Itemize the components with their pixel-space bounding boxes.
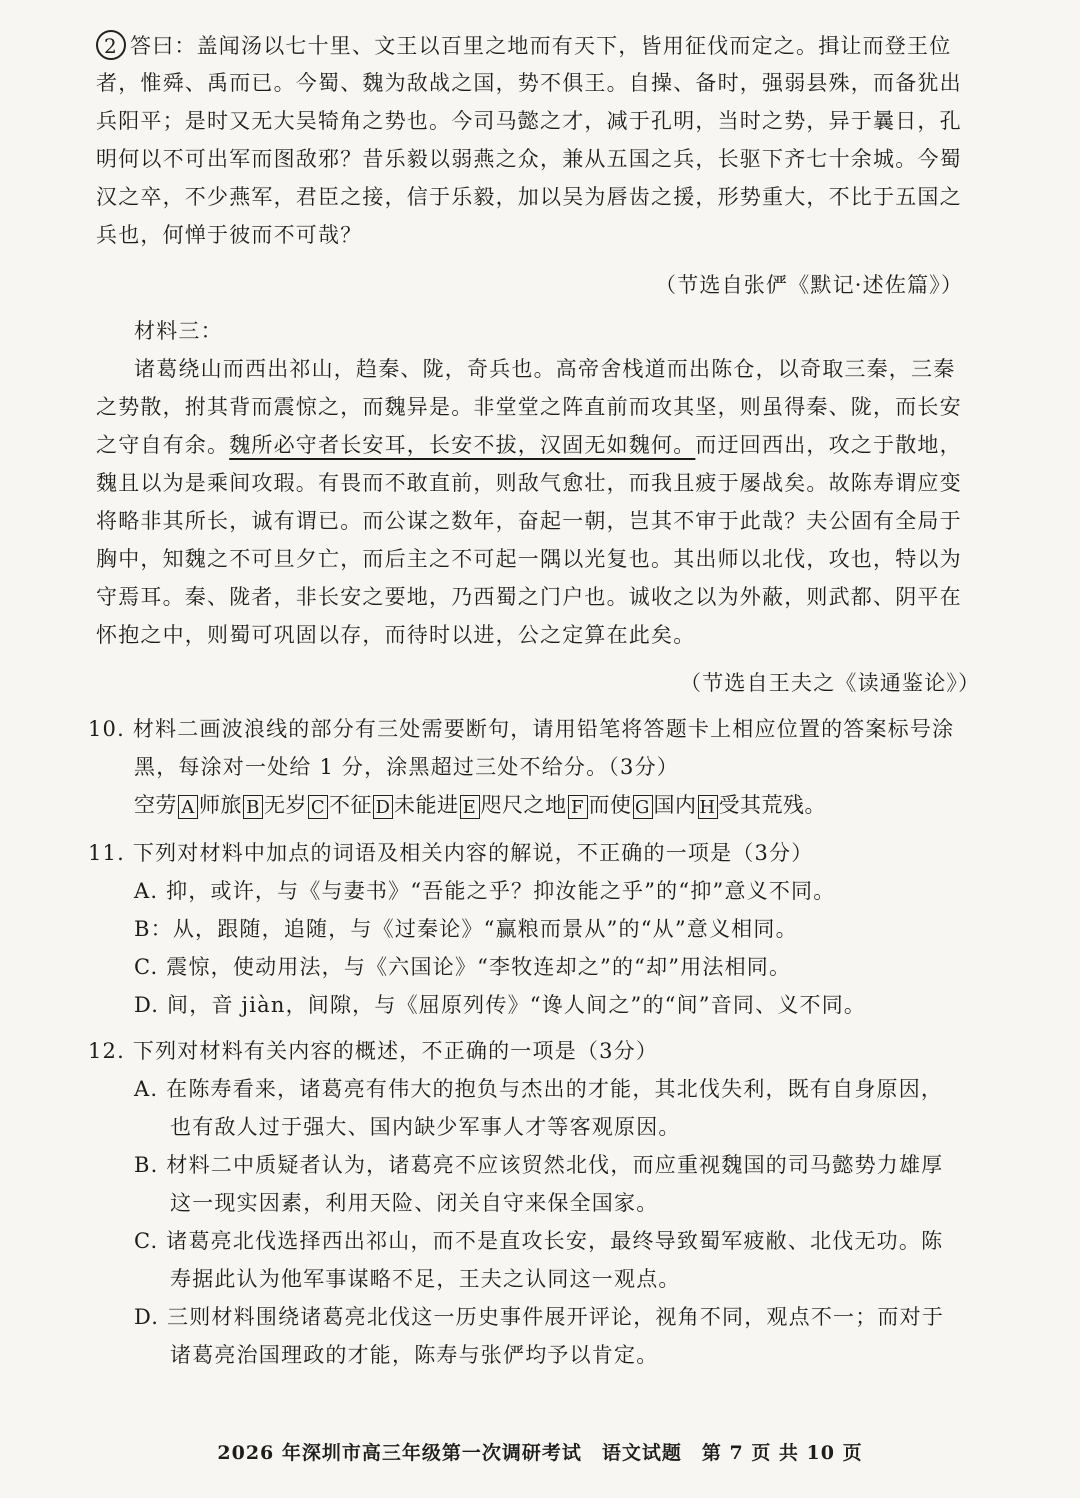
question-12-stem: 下列对材料有关内容的概述，不正确的一项是（3分） [132, 1039, 659, 1063]
question-10-line-2: 黑，每涂对一处给 1 分，涂黑超过三处不给分。（3分） [134, 755, 679, 779]
question-12-number: 12. [88, 1039, 125, 1063]
question-12-option-b-line-1: B. 材料二中质疑者认为，诸葛亮不应该贸然北伐，而应重视魏国的司马懿势力雄厚 [134, 1153, 944, 1177]
question-12-option-c-line-2: 寿据此认为他军事谋略不足，王夫之认同这一观点。 [170, 1267, 681, 1291]
material3-line-3-pre: 之守自有余。 [96, 433, 230, 457]
question-10-segment: 而使 [588, 793, 632, 817]
question-10-number: 10. [88, 717, 125, 741]
material3-line-1: 诸葛绕山而西出祁山，趋秦、陇，奇兵也。高帝舍栈道而出陈仓，以奇取三秦，三秦 [134, 357, 956, 381]
material2-source: （节选自张俨《默记·述佐篇》） [655, 273, 964, 297]
question-10-segment: 国内 [653, 793, 697, 817]
question-10-segment: 受其荒残。 [718, 793, 826, 817]
question-11-number: 11. [88, 841, 125, 865]
question-10-segment: 空劳 [134, 793, 177, 817]
answer-box-e[interactable]: E [460, 795, 480, 819]
material2-line-5: 汉之卒，不少燕军，君臣之接，信于乐毅，加以吴为唇齿之援，形势重大，不比于五国之 [96, 185, 962, 209]
question-10-segment: 不征 [329, 793, 372, 817]
answer-box-c[interactable]: C [308, 795, 328, 819]
material2-line-1 [96, 30, 951, 61]
material2-line-2: 者，惟舜、禹而已。今蜀、魏为敌战之国，势不俱王。自操、备时，强弱县殊，而备犹出 [96, 71, 962, 95]
page-footer: 2026 年深圳市高三年级第一次调研考试 语文试题 第 7 页 共 10 页 [217, 1442, 863, 1464]
answer-box-f[interactable]: F [568, 795, 588, 819]
question-12-option-d-line-1: D. 三则材料围绕诸葛亮北伐这一历史事件展开评论，视角不同，观点不一；而对于 [134, 1305, 945, 1329]
material2-text: 答曰：盖闻汤以七十里、文王以百里之地而有天下，皆用征伐而定之。揖让而登王位 [130, 34, 952, 58]
question-11-option-c: C. 震惊，使动用法，与《六国论》“李牧连却之”的“却”用法相同。 [134, 955, 792, 979]
material3-heading: 材料三： [134, 319, 223, 343]
material3-line-3-post: 而迂回西出，攻之于散地， [695, 433, 962, 457]
underlined-sentence: 魏所必守者长安耳，长安不拔，汉固无如魏何。 [229, 433, 696, 457]
answer-box-a[interactable]: A [178, 795, 198, 819]
question-11-option-b: B：从，跟随，追随，与《过秦论》“赢粮而景从”的“从”意义相同。 [134, 917, 798, 941]
question-12-line-1 [88, 1036, 658, 1066]
question-10-line-1 [88, 714, 954, 744]
material3-line-5: 将略非其所长，诚有谓已。而公谋之数年，奋起一朝，岂其不审于此哉？夫公固有全局于 [96, 509, 962, 533]
question-11-option-d: D. 间，音 jiàn，间隙，与《屈原列传》“谗人间之”的“间”音同、义不同。 [134, 993, 867, 1017]
question-11-line-1 [88, 838, 813, 868]
material3-line-4: 魏且以为是乘间攻瑕。有畏而不敢直前，则敌气愈壮，而我且疲于屡战矣。故陈寿谓应变 [96, 471, 962, 495]
answer-box-b[interactable]: B [243, 795, 263, 819]
material3-line-8: 怀抱之中，则蜀可巩固以存，而待时以进，公之定算在此矣。 [96, 623, 696, 647]
question-10-stem: 材料二画波浪线的部分有三处需要断句，请用铅笔将答题卡上相应位置的答案标号涂 [132, 717, 955, 741]
material3-source: （节选自王夫之《读通鉴论》） [680, 671, 981, 695]
answer-box-h[interactable]: H [699, 796, 716, 818]
question-12-option-b-line-2: 这一现实因素，利用天险、闭关自守来保全国家。 [170, 1191, 659, 1215]
material3-line-2: 之势散，拊其背而震惊之，而魏异是。非堂堂之阵直前而攻其坚，则虽得秦、陇，而长安 [96, 395, 962, 419]
question-12-option-a-line-2: 也有敌人过于强大、国内缺少军事人才等客观原因。 [170, 1115, 681, 1139]
question-12-option-d-line-2: 诸葛亮治国理政的才能，陈寿与张俨均予以肯定。 [170, 1343, 659, 1367]
circled-number-marker: 2 [96, 30, 126, 60]
material3-line-3 [96, 430, 962, 460]
question-10-segment: 咫尺之地 [480, 793, 567, 817]
question-11-stem: 下列对材料中加点的词语及相关内容的解说，不正确的一项是（3分） [132, 841, 814, 865]
question-11-option-a: A. 抑，或许，与《与妻书》“吾能之乎？抑汝能之乎”的“抑”意义不同。 [134, 879, 836, 903]
answer-box-d[interactable]: D [373, 795, 393, 819]
question-10-segment: 师旅 [199, 793, 242, 817]
material2-line-4: 明何以不可出军而图敌邪？昔乐毅以弱燕之众，兼从五国之兵，长驱下齐七十余城。今蜀 [96, 147, 962, 171]
answer-box-g[interactable]: G [633, 795, 653, 819]
question-12-option-a-line-1: A. 在陈寿看来，诸葛亮有伟大的抱负与杰出的才能，其北伐失利，既有自身原因， [134, 1077, 944, 1101]
material2-line-6: 兵也，何惮于彼而不可哉？ [96, 223, 363, 247]
material3-line-6: 胸中，知魏之不可旦夕亡，而后主之不可起一隅以光复也。其出师以北伐，攻也，特以为 [96, 547, 962, 571]
question-12-option-c-line-1: C. 诸葛亮北伐选择西出祁山，而不是直攻长安，最终导致蜀军疲敝、北伐无功。陈 [134, 1229, 944, 1253]
question-10-segment: 未能进 [394, 793, 459, 817]
question-10-segment: 无岁 [264, 793, 307, 817]
material3-line-7: 守焉耳。秦、陇者，非长安之要地，乃西蜀之门户也。诚收之以为外蔽，则武都、阴平在 [96, 585, 962, 609]
question-10-sentence-options [134, 790, 826, 820]
material2-line-3: 兵阳平；是时又无大吴犄角之势也。今司马懿之才，减于孔明，当时之势，异于曩日，孔 [96, 109, 962, 133]
